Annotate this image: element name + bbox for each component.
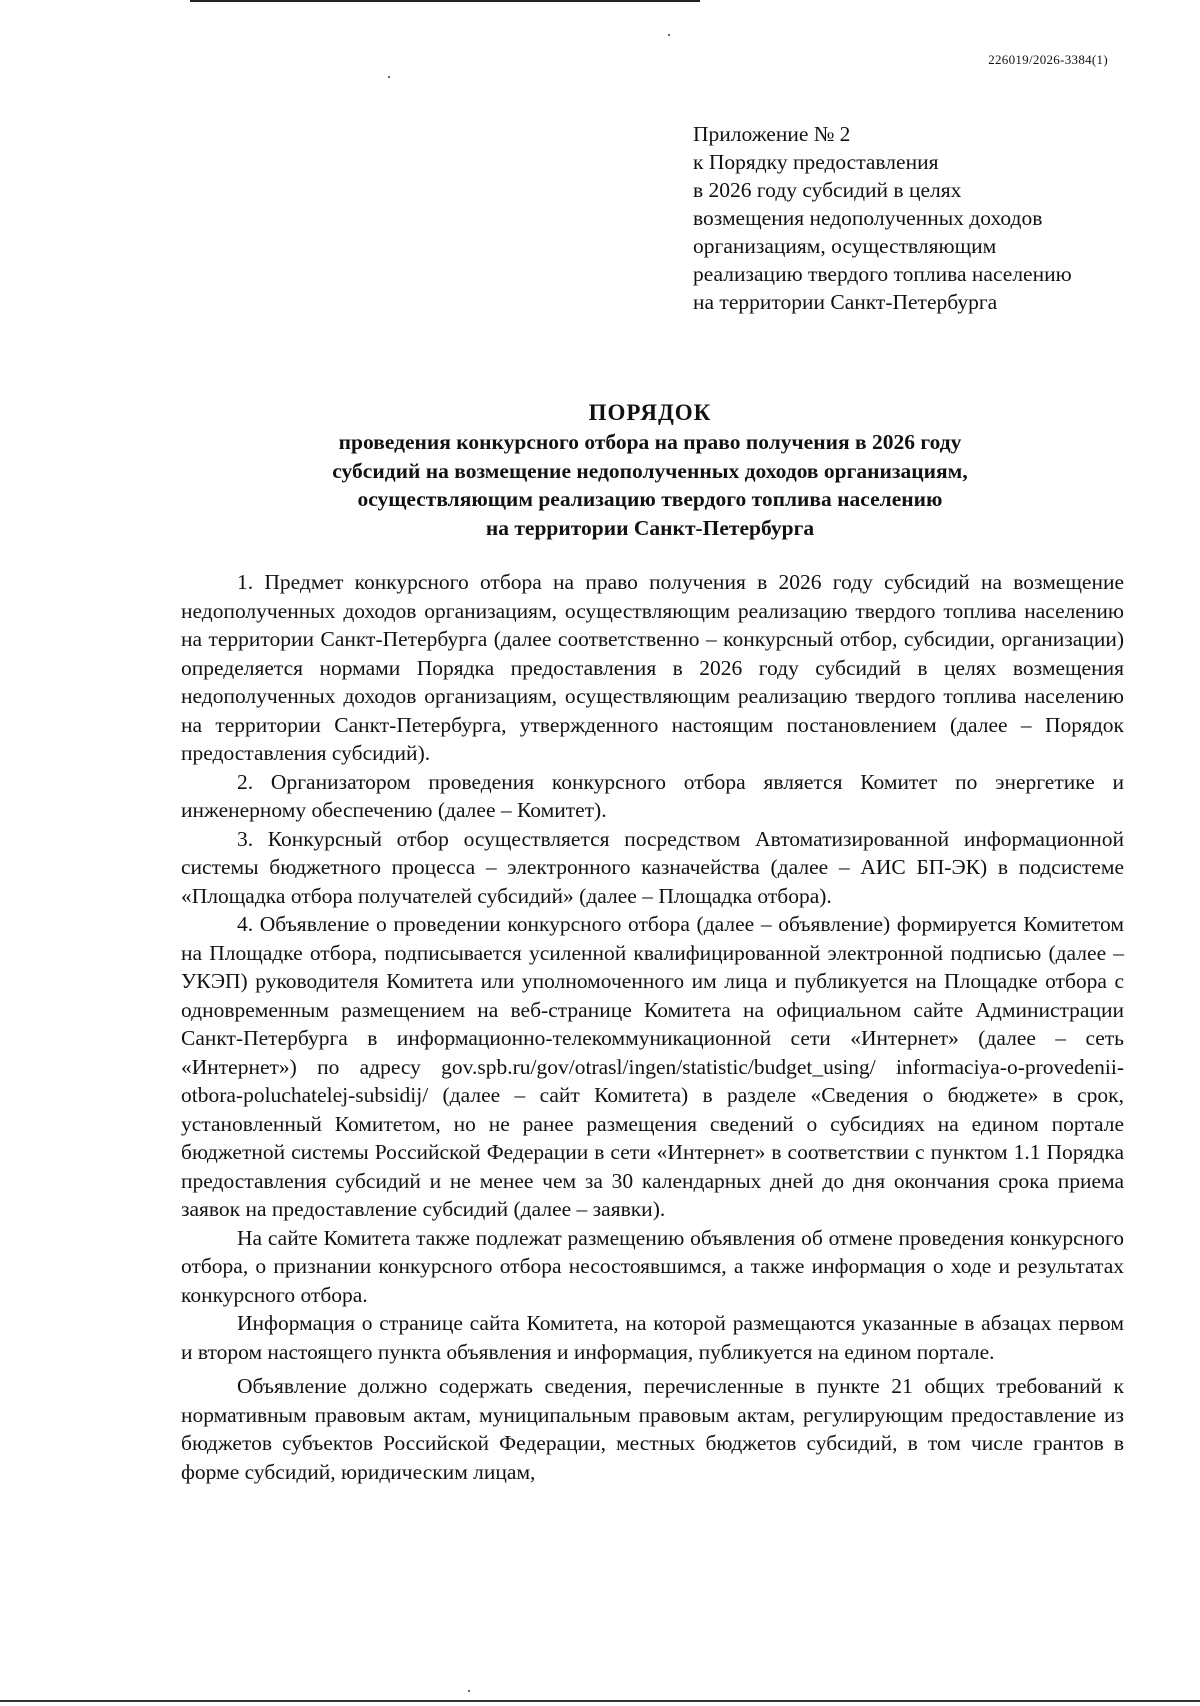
appendix-line: возмещения недополученных доходов xyxy=(693,206,1043,230)
scan-speck xyxy=(468,1690,470,1692)
paragraph-item-2: 2. Организатором проведения конкурсного отбора является Комитет по энергетике и инженерному обеспечению (далее – Комитет). xyxy=(181,769,1124,822)
paragraph-item-3: 3. Конкурсный отбор осуществляется посредством Автоматизированной информационной системы бюджетного процесса – электронного казначейства (далее – АИС БП-ЭК) в подсистеме «Площадка отбора получателей субсидий» (далее – Площадка отбора). xyxy=(181,826,1124,908)
document-subtitle-line: проведения конкурсного отбора на право получения в 2026 году xyxy=(338,430,962,454)
scan-edge-bottom xyxy=(0,1700,1200,1702)
appendix-line: к Порядку предоставления xyxy=(693,150,939,174)
appendix-line: организациям, осуществляющим xyxy=(693,234,997,258)
paragraph-item-1: 1. Предмет конкурсного отбора на право получения в 2026 году субсидий на возмещение недополученных доходов организациям, осуществляющим реализацию твердого топлива населению на территории Санкт-Петербурга (далее соответственно – конкурсный отбор, субсидии, организации) определяется нормами Порядка предоставления в 2026 году субсидий в целях возмещения недополученных доходов организациям, осуществляющим реализацию твердого топлива населению на территории Санкт-Петербурга, утвержденного настоящим постановлением (далее – Порядок предоставления субсидий). xyxy=(181,570,1124,765)
appendix-line: в 2026 году субсидий в целях xyxy=(693,178,962,202)
paragraph-item-4: 4. Объявление о проведении конкурсного отбора (далее – объявление) формируется Комитетом на Площадке отбора, подписывается усиленной квалифицированной электронной подписью (далее – УКЭП) руководителя Комитета или уполномоченного им лица и публикуется на Площадке отбора с одновременным размещением на веб-странице Комитета на официальном сайте Администрации Санкт-Петербурга в информационно-телекоммуникационной сети «Интернет» (далее – сеть «Интернет») по адресу gov.spb.ru/gov/otrasl/ingen/statistic/budget_using/ informaciya-o-provedenii-otbora-poluchatelej-subsidij/ (далее – сайт Комитета) в разделе «Сведения о бюджете» в срок, установленный Комитетом, но не ранее размещения сведений о субсидиях на едином портале бюджетной системы Российской Федерации в сети «Интернет» в соответствии с пунктом 1.1 Порядка предоставления субсидий и не менее чем за 30 календарных дней до дня окончания срока приема заявок на предоставление субсидий (далее – заявки). xyxy=(181,912,1124,1221)
document-subtitle-line: на территории Санкт-Петербурга xyxy=(485,515,815,540)
appendix-line: Приложение № 2 xyxy=(693,122,851,146)
document-subtitle-line: субсидий на возмещение недополученных доходов организациям, xyxy=(332,458,968,483)
appendix-line: реализацию твердого топлива населению xyxy=(693,262,1072,286)
paragraph-announcement-content: Объявление должно содержать сведения, перечисленные в пункте 21 общих требований к нормативным правовым актам, муниципальным правовым актам, регулирующим предоставление из бюджетов субъектов Российской Федерации, местных бюджетов субсидий, в том числе грантов в форме субсидий, юридическим лицам, xyxy=(181,1374,1124,1484)
document-registration-number: 226019/2026-3384(1) xyxy=(988,52,1108,67)
appendix-reference xyxy=(693,120,1163,316)
scan-speck xyxy=(388,76,390,78)
document-subtitle-line: осуществляющим реализацию твердого топлива населению xyxy=(357,487,943,511)
document-body xyxy=(181,568,1124,1486)
paragraph-portal-info: Информация о странице сайта Комитета, на которой размещаются указанные в абзацах первом и втором настоящего пункта объявления и информация, публикуется на едином портале. xyxy=(181,1311,1124,1364)
document-title-block xyxy=(150,398,1150,542)
scan-edge-top xyxy=(190,0,700,2)
appendix-line: на территории Санкт-Петербурга xyxy=(693,290,998,314)
scan-speck xyxy=(668,34,670,36)
paragraph-site-publication: На сайте Комитета также подлежат размещению объявления об отмене проведения конкурсного отбора, о признании конкурсного отбора несостоявшимся, а также информация о ходе и результатах конкурсного отбора. xyxy=(181,1225,1124,1307)
document-title: ПОРЯДОК xyxy=(588,400,712,425)
